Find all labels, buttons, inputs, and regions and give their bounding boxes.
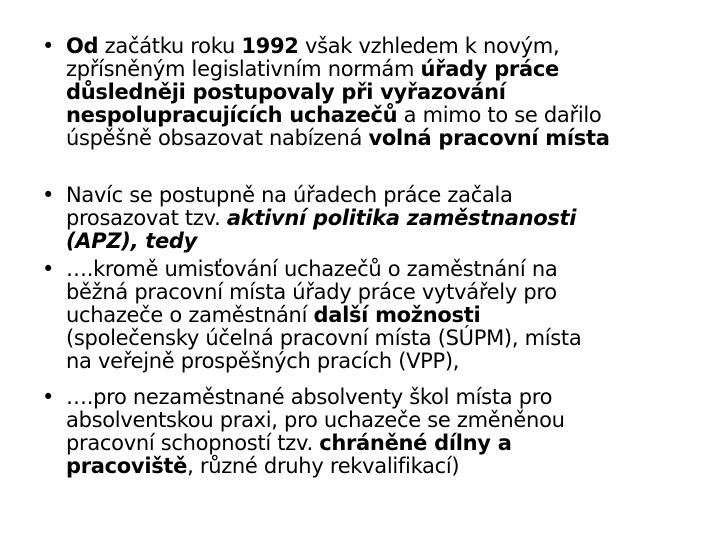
bullet-marker-icon: •: [42, 257, 55, 281]
text-run: (APZ), tedy: [66, 229, 198, 253]
text-run: pracovní schopností tzv.: [66, 431, 320, 455]
bullet-item: [42, 184, 704, 253]
bullet-text: [66, 183, 576, 253]
text-run: ….kromě umisťování uchazečů o zaměstnání na: [66, 257, 558, 281]
text-run: aktivní politika zaměstnanosti: [226, 206, 577, 230]
text-run: pracoviště: [66, 454, 188, 478]
bullet-text: [66, 385, 565, 478]
bullet-marker-icon: •: [42, 34, 55, 58]
text-run: uchazeče o zaměstnání: [66, 303, 314, 327]
text-run: , různé druhy rekvalifikací): [187, 454, 460, 478]
text-run: 1992: [241, 34, 299, 58]
text-run: další možnosti: [313, 303, 481, 327]
text-run: chráněné dílny a: [319, 431, 512, 455]
text-run: (společensky účelná pracovní místa (SÚPM), místa: [66, 326, 582, 350]
text-run: důsledněji postupovaly při vyřazování: [66, 80, 506, 104]
text-run: zpřísněným legislativním normám: [66, 57, 421, 81]
bullet-item: [42, 386, 704, 478]
text-run: začátku roku: [98, 34, 242, 58]
text-run: a mimo to se dařilo: [397, 103, 602, 127]
text-run: však vzhledem k novým,: [298, 34, 560, 58]
text-run: úřady práce: [420, 57, 559, 81]
text-run: Navíc se postupně na úřadech práce začala: [66, 183, 513, 207]
text-run: prosazovat tzv.: [66, 206, 227, 230]
text-run: nespolupracujících uchazečů: [66, 103, 398, 127]
text-run: ….pro nezaměstnané absolventy škol místa pro: [66, 385, 553, 409]
text-run: běžná pracovní místa úřady práce vytvářely pro: [66, 280, 557, 304]
text-run: na veřejně prospěšných pracích (VPP),: [66, 349, 460, 373]
bullet-marker-icon: •: [42, 183, 55, 207]
text-run: úspěšně obsazovat nabízená: [66, 126, 369, 150]
text-run: absolventskou praxi, pro uchazeče se změněnou: [66, 408, 565, 432]
bullet-text: [66, 257, 581, 373]
bullet-item: [42, 35, 704, 150]
bullet-marker-icon: •: [42, 385, 55, 409]
bullet-item: [42, 258, 704, 373]
text-run: Od: [66, 34, 99, 58]
text-run: volná pracovní místa: [368, 126, 610, 150]
bullet-text: [66, 34, 610, 150]
bullet-list: [42, 35, 704, 478]
